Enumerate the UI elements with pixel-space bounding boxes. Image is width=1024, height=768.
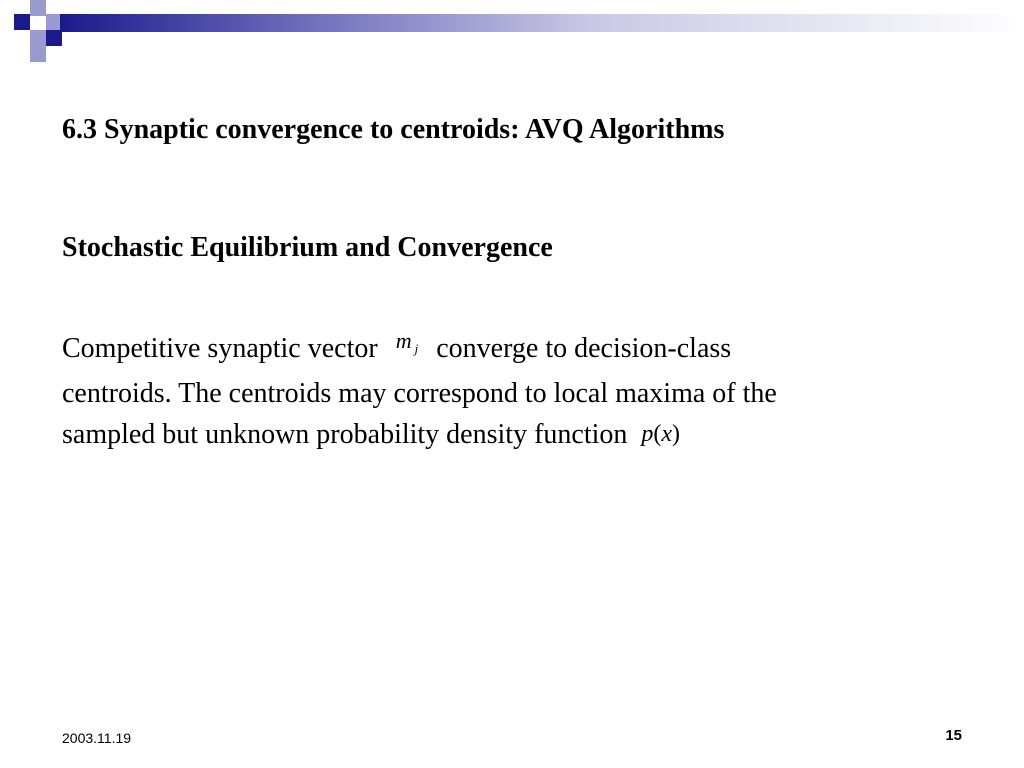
- footer-date: 2003.11.19: [62, 730, 132, 746]
- paragraph-text: Competitive synaptic vector: [62, 333, 378, 364]
- paragraph-text: converge to decision-class: [436, 333, 732, 364]
- math-paren-open: (: [653, 421, 662, 447]
- math-p: p: [641, 421, 654, 447]
- math-expression-p-of-x: [641, 414, 680, 455]
- paragraph-line-1: [62, 328, 962, 373]
- header-decoration: [0, 0, 1024, 64]
- math-subscript-j: j: [414, 341, 419, 356]
- paragraph-text: sampled but unknown probability density function: [62, 419, 628, 450]
- slide-subtitle: Stochastic Equilibrium and Convergence: [62, 232, 553, 263]
- deco-square: [30, 46, 46, 62]
- slide-title: 6.3 Synaptic convergence to centroids: AVQ Algorithms: [62, 114, 725, 145]
- deco-square: [14, 14, 30, 30]
- paragraph-line-3: [62, 414, 962, 457]
- math-paren-close: ): [672, 421, 681, 447]
- deco-square: [30, 30, 46, 46]
- math-symbol-m-sub-j: [396, 320, 419, 364]
- page-number: 15: [945, 727, 962, 744]
- paragraph-line-2: centroids. The centroids may correspond to local maxima of the: [62, 378, 777, 409]
- deco-square: [46, 30, 62, 46]
- math-m: m: [395, 328, 412, 353]
- body-paragraph: [62, 328, 962, 457]
- math-x: x: [661, 421, 673, 447]
- header-gradient-bar: [60, 14, 1024, 32]
- deco-square: [30, 0, 46, 16]
